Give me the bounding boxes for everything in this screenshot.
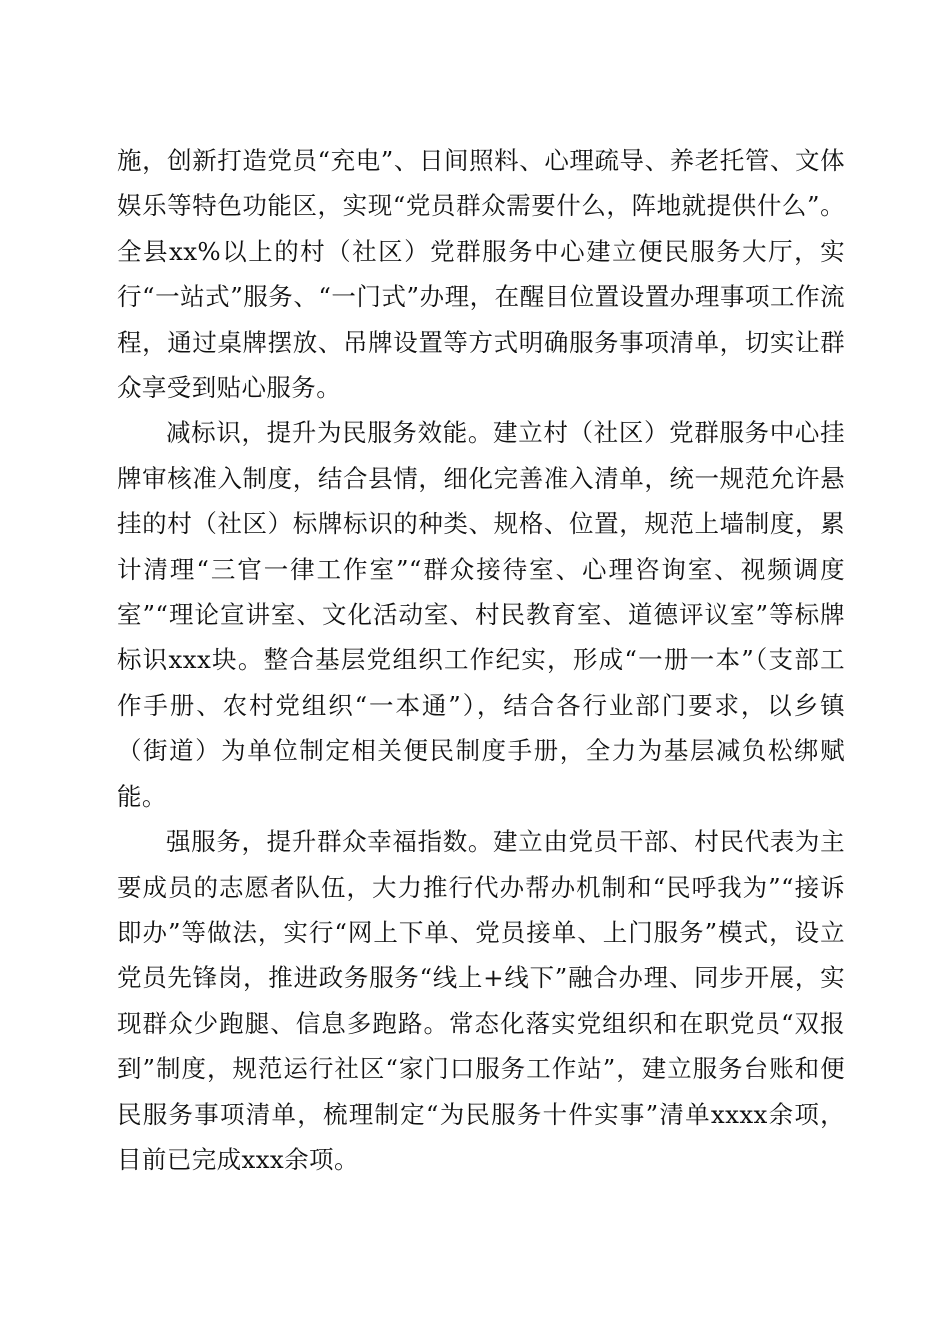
paragraph-strengthen-service: 强服务，提升群众幸福指数。建立由党员干部、村民代表为主要成员的志愿者队伍，大力推行代办帮办机制和“民呼我为”“接诉即办”等做法，实行“网上下单、党员接单、上门服务”模式，设立党员先锋岗，推进政务服务“线上+线下”融合办理、同步开展，实现群众少跑腿、信息多跑路。常态化落实党组织和在职党员“双报到”制度，规范运行社区“家门口服务工作站”，建立服务台账和便民服务事项清单，梳理制定“为民服务十件实事”清单xxxx余项，目前已完成xxx余项。 — [117, 827, 845, 1174]
paragraph-reduce-signage: 减标识，提升为民服务效能。建立村（社区）党群服务中心挂牌审核准入制度，结合县情，细化完善准入清单，统一规范允许悬挂的村（社区）标牌标识的种类、规格、位置，规范上墙制度，累计清理“三官一律工作室”“群众接待室、心理咨询室、视频调度室”“理论宣讲室、文化活动室、村民教育室、道德评议室”等标牌标识xxx块。整合基层党组织工作纪实，形成“一册一本”（支部工作手册、农村党组织“一本通”），结合各行业部门要求，以乡镇（街道）为单位制定相关便民制度手册，全力为基层减负松绑赋能。 — [117, 418, 845, 811]
paragraph-continuation: 施，创新打造党员“充电”、日间照料、心理疏导、养老托管、文体娱乐等特色功能区，实现“党员群众需要什么，阵地就提供什么”。全县xx%以上的村（社区）党群服务中心建立便民服务大厅，实行“一站式”服务、“一门式”办理，在醒目位置设置办理事项工作流程，通过桌牌摆放、吊牌设置等方式明确服务事项清单，切实让群众享受到贴心服务。 — [117, 146, 845, 403]
document-body — [117, 138, 845, 1182]
